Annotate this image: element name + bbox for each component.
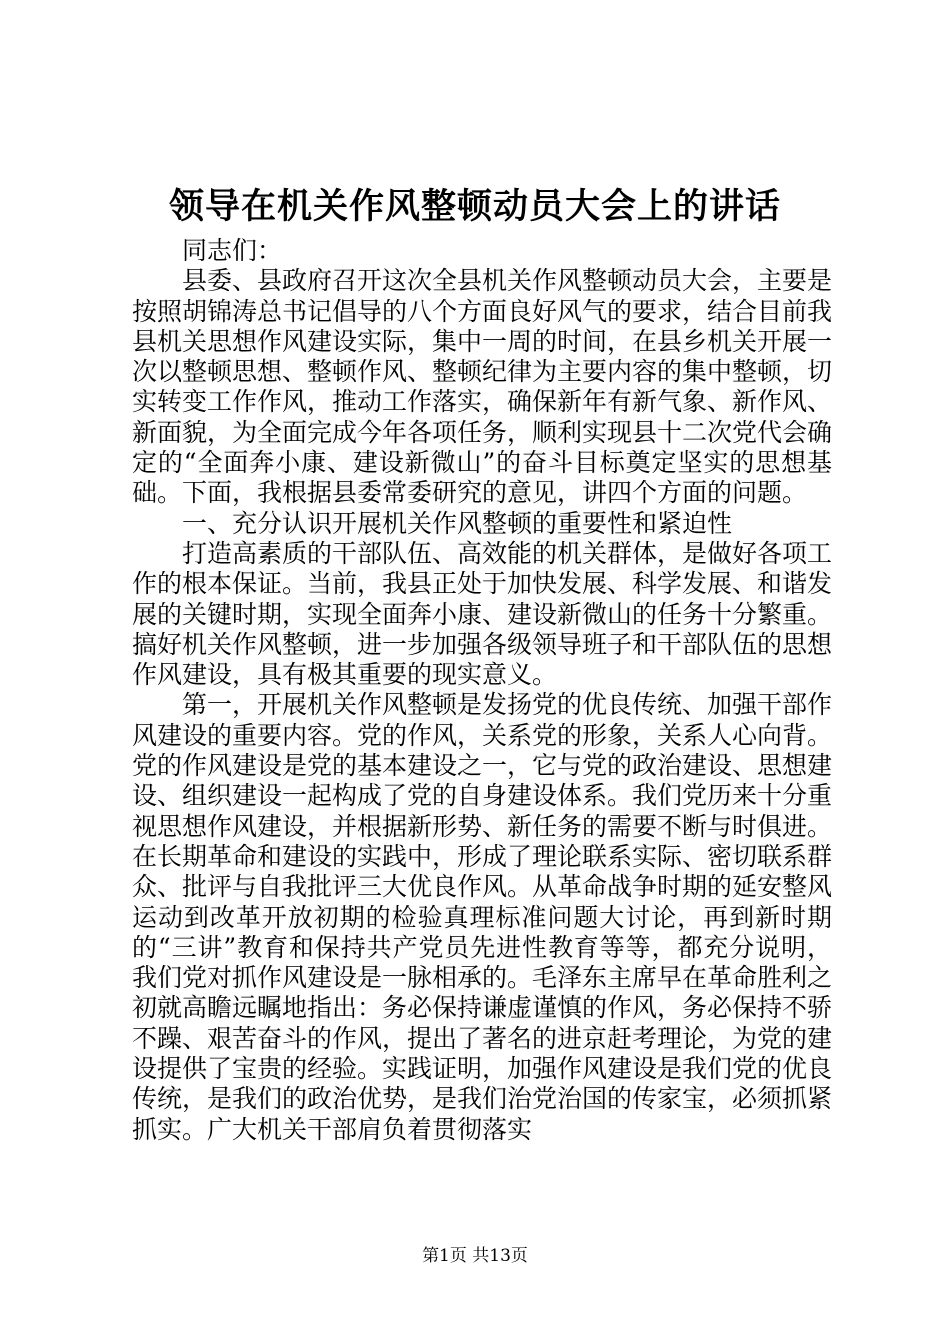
page-number-footer: 第1页 共13页 [422,1246,528,1266]
section-heading: 一、充分认识开展机关作风整顿的重要性和紧迫性 [182,508,733,538]
salutation-paragraph: 同志们： [182,236,283,265]
body-paragraph: 第一，开展机关作风整顿是发扬党的优良传统、加强干部作风建设的重要内容。党的作风，关系党的形象，关系人心向背。党的作风建设是党的基本建设之一，它与党的政治建设、思想建设、组织建设一起构成了党的自身建设体系。我们党历来十分重视思想作风建设，并根据新形势、新任务的需要不断与时俱进。在长期革命和建设的实践中，形成了理论联系实际、密切联系群众、批评与自我批评三大优良作风。从革命战争时期的延安整风运动到改革开放初期的检验真理标准问题大讨论，再到新时期的“三讲”教育和保持共产党员先进性教育等等，都充分说明，我们党对抓作风建设是一脉相承的。毛泽东主席早在革命胜利之初就高瞻远瞩地指出：务必保持谦虚谨慎的作风，务必保持不骄不躁、艰苦奋斗的作风，提出了著名的进京赶考理论，为党的建设提供了宝贵的经验。实践证明，加强作风建设是我们党的优良传统，是我们的政治优势，是我们治党治国的传家宝，必须抓紧抓实。广大机关干部肩负着贯彻落实 [132,690,833,1144]
document-title: 领导在机关作风整顿动员大会上的讲话 [168,186,781,227]
document-body [132,236,832,1145]
intro-paragraph: 县委、县政府召开这次全县机关作风整顿动员大会，主要是按照胡锦涛总书记倡导的八个方面良好风气的要求，结合目前我县机关思想作风建设实际，集中一周的时间，在县乡机关开展一次以整顿思想、整顿作风、整顿纪律为主要内容的集中整顿，切实转变工作作风，推动工作落实，确保新年有新气象、新作风、新面貌，为全面完成今年各项任务，顺利实现县十二次党代会确定的“全面奔小康、建设新微山”的奋斗目标奠定坚实的思想基础。下面，我根据县委常委研究的意见，讲四个方面的问题。 [132,266,833,508]
body-paragraph: 打造高素质的干部队伍、高效能的机关群体，是做好各项工作的根本保证。当前，我县正处于加快发展、科学发展、和谐发展的关键时期，实现全面奔小康、建设新微山的任务十分繁重。搞好机关作风整顿，进一步加强各级领导班子和干部队伍的思想作风建设，具有极其重要的现实意义。 [132,538,833,690]
